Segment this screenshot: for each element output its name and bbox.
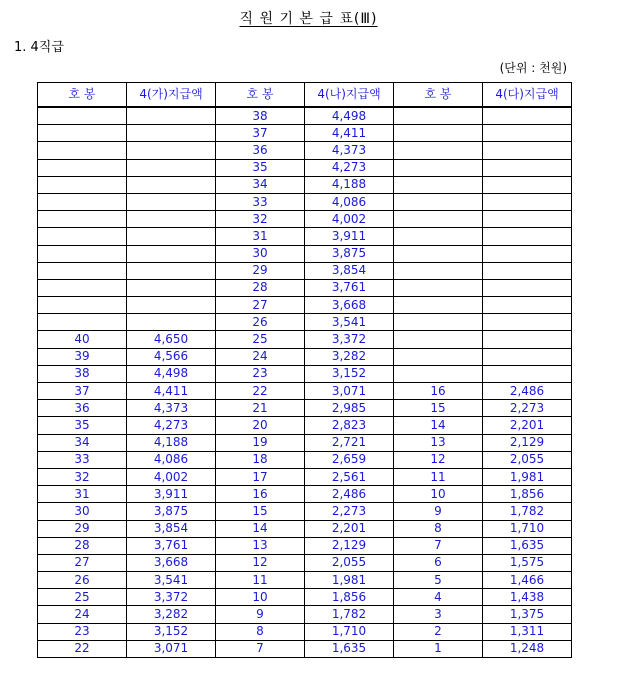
- cell-step-c: [394, 228, 483, 245]
- cell-step-a: [38, 228, 127, 245]
- table-row: [38, 125, 572, 142]
- cell-amount-b: 2,721: [305, 434, 394, 451]
- cell-amount-b: 2,823: [305, 417, 394, 434]
- cell-step-b: 21: [216, 400, 305, 417]
- cell-amount-c: 1,635: [483, 537, 572, 554]
- table-row: [38, 520, 572, 537]
- cell-amount-b: 4,188: [305, 176, 394, 193]
- cell-amount-a: [127, 176, 216, 193]
- document-title: [0, 8, 617, 28]
- cell-amount-c: [483, 142, 572, 159]
- cell-step-a: 37: [38, 383, 127, 400]
- table-row: [38, 331, 572, 348]
- cell-amount-c: [483, 262, 572, 279]
- cell-amount-b: 2,985: [305, 400, 394, 417]
- cell-step-b: 32: [216, 211, 305, 228]
- cell-step-a: 23: [38, 623, 127, 640]
- cell-amount-c: 2,486: [483, 383, 572, 400]
- cell-amount-b: 1,856: [305, 589, 394, 606]
- cell-step-b: 16: [216, 486, 305, 503]
- cell-step-c: 13: [394, 434, 483, 451]
- cell-step-a: 40: [38, 331, 127, 348]
- table-row: [38, 554, 572, 571]
- cell-step-b: 38: [216, 107, 305, 125]
- header-amount-b: 4(나)지급액: [305, 83, 394, 108]
- cell-amount-a: [127, 228, 216, 245]
- cell-step-b: 12: [216, 554, 305, 571]
- cell-step-b: 22: [216, 383, 305, 400]
- cell-step-a: [38, 262, 127, 279]
- cell-amount-a: [127, 297, 216, 314]
- table-row: [38, 107, 572, 125]
- cell-amount-c: [483, 125, 572, 142]
- header-step-b: 호 봉: [216, 83, 305, 108]
- cell-step-a: 25: [38, 589, 127, 606]
- table-row: [38, 451, 572, 468]
- cell-amount-b: 2,659: [305, 451, 394, 468]
- cell-amount-c: [483, 228, 572, 245]
- cell-step-c: [394, 176, 483, 193]
- table-row: [38, 623, 572, 640]
- table-row: [38, 262, 572, 279]
- cell-amount-c: 2,201: [483, 417, 572, 434]
- cell-step-b: 8: [216, 623, 305, 640]
- cell-step-c: 2: [394, 623, 483, 640]
- cell-step-c: [394, 279, 483, 296]
- cell-amount-b: 3,854: [305, 262, 394, 279]
- cell-step-a: [38, 245, 127, 262]
- cell-step-a: 26: [38, 572, 127, 589]
- cell-amount-a: 4,411: [127, 383, 216, 400]
- table-row: [38, 400, 572, 417]
- table-row: [38, 417, 572, 434]
- cell-step-a: 30: [38, 503, 127, 520]
- cell-amount-b: 3,541: [305, 314, 394, 331]
- cell-step-a: 29: [38, 520, 127, 537]
- cell-step-a: 22: [38, 640, 127, 657]
- cell-step-c: [394, 107, 483, 125]
- cell-step-b: 30: [216, 245, 305, 262]
- cell-amount-b: 1,635: [305, 640, 394, 657]
- header-row: [38, 83, 572, 108]
- cell-amount-a: 4,650: [127, 331, 216, 348]
- cell-step-a: 33: [38, 451, 127, 468]
- cell-step-b: 13: [216, 537, 305, 554]
- cell-step-b: 36: [216, 142, 305, 159]
- table-row: [38, 503, 572, 520]
- cell-amount-a: [127, 211, 216, 228]
- cell-step-a: [38, 314, 127, 331]
- cell-step-a: 38: [38, 365, 127, 382]
- cell-amount-a: 3,854: [127, 520, 216, 537]
- cell-amount-c: [483, 107, 572, 125]
- cell-amount-c: [483, 279, 572, 296]
- cell-step-a: 31: [38, 486, 127, 503]
- table-row: [38, 193, 572, 210]
- cell-amount-b: 2,129: [305, 537, 394, 554]
- cell-step-a: [38, 211, 127, 228]
- cell-step-c: [394, 348, 483, 365]
- cell-step-a: 24: [38, 606, 127, 623]
- table-row: [38, 211, 572, 228]
- cell-amount-a: 4,086: [127, 451, 216, 468]
- cell-step-a: [38, 107, 127, 125]
- cell-step-c: [394, 365, 483, 382]
- cell-step-a: 32: [38, 468, 127, 485]
- cell-amount-a: [127, 314, 216, 331]
- cell-step-c: 16: [394, 383, 483, 400]
- cell-step-b: 35: [216, 159, 305, 176]
- cell-step-c: 6: [394, 554, 483, 571]
- cell-step-b: 31: [216, 228, 305, 245]
- cell-amount-b: 3,875: [305, 245, 394, 262]
- cell-amount-c: [483, 331, 572, 348]
- cell-amount-a: 3,282: [127, 606, 216, 623]
- cell-amount-c: 1,710: [483, 520, 572, 537]
- cell-amount-b: 3,761: [305, 279, 394, 296]
- cell-amount-c: 2,273: [483, 400, 572, 417]
- table-row: [38, 640, 572, 657]
- cell-step-a: 36: [38, 400, 127, 417]
- salary-table-body: [38, 107, 572, 658]
- cell-amount-c: 1,311: [483, 623, 572, 640]
- table-row: [38, 159, 572, 176]
- cell-step-c: 15: [394, 400, 483, 417]
- cell-step-b: 10: [216, 589, 305, 606]
- cell-step-c: 11: [394, 468, 483, 485]
- table-row: [38, 606, 572, 623]
- cell-step-b: 17: [216, 468, 305, 485]
- cell-amount-c: [483, 193, 572, 210]
- table-row: [38, 572, 572, 589]
- cell-amount-b: 4,002: [305, 211, 394, 228]
- cell-step-a: [38, 142, 127, 159]
- cell-step-c: [394, 297, 483, 314]
- cell-amount-c: [483, 159, 572, 176]
- cell-step-b: 19: [216, 434, 305, 451]
- cell-step-b: 11: [216, 572, 305, 589]
- cell-amount-b: 1,981: [305, 572, 394, 589]
- cell-amount-b: 3,071: [305, 383, 394, 400]
- cell-step-b: 20: [216, 417, 305, 434]
- cell-amount-a: [127, 245, 216, 262]
- cell-amount-a: [127, 107, 216, 125]
- cell-step-c: [394, 245, 483, 262]
- cell-step-c: [394, 159, 483, 176]
- cell-amount-a: [127, 142, 216, 159]
- cell-amount-a: [127, 125, 216, 142]
- table-row: [38, 365, 572, 382]
- cell-amount-a: 3,911: [127, 486, 216, 503]
- cell-step-a: [38, 297, 127, 314]
- table-row: [38, 486, 572, 503]
- cell-step-a: 35: [38, 417, 127, 434]
- cell-amount-a: 3,668: [127, 554, 216, 571]
- cell-step-b: 9: [216, 606, 305, 623]
- cell-step-b: 18: [216, 451, 305, 468]
- cell-amount-b: 1,710: [305, 623, 394, 640]
- cell-amount-c: 1,466: [483, 572, 572, 589]
- cell-amount-b: 3,911: [305, 228, 394, 245]
- cell-amount-a: 3,541: [127, 572, 216, 589]
- table-row: [38, 297, 572, 314]
- cell-step-b: 24: [216, 348, 305, 365]
- cell-amount-b: 3,668: [305, 297, 394, 314]
- table-row: [38, 468, 572, 485]
- salary-table: [37, 82, 572, 658]
- cell-amount-a: [127, 262, 216, 279]
- cell-amount-c: [483, 245, 572, 262]
- cell-amount-c: 1,438: [483, 589, 572, 606]
- cell-amount-a: 4,498: [127, 365, 216, 382]
- cell-amount-a: [127, 193, 216, 210]
- cell-amount-a: 3,152: [127, 623, 216, 640]
- cell-amount-b: 2,273: [305, 503, 394, 520]
- table-row: [38, 176, 572, 193]
- cell-amount-b: 4,273: [305, 159, 394, 176]
- cell-step-a: 28: [38, 537, 127, 554]
- cell-amount-c: [483, 365, 572, 382]
- cell-amount-c: 1,981: [483, 468, 572, 485]
- cell-amount-c: [483, 314, 572, 331]
- cell-amount-c: [483, 211, 572, 228]
- cell-amount-c: 1,575: [483, 554, 572, 571]
- table-row: [38, 537, 572, 554]
- cell-step-a: [38, 193, 127, 210]
- cell-amount-b: 2,055: [305, 554, 394, 571]
- cell-amount-a: [127, 279, 216, 296]
- cell-amount-a: 4,566: [127, 348, 216, 365]
- cell-amount-a: 3,372: [127, 589, 216, 606]
- cell-step-c: 3: [394, 606, 483, 623]
- cell-amount-a: 4,373: [127, 400, 216, 417]
- cell-amount-b: 3,372: [305, 331, 394, 348]
- table-row: [38, 589, 572, 606]
- cell-amount-c: 1,856: [483, 486, 572, 503]
- table-row: [38, 434, 572, 451]
- cell-step-c: 10: [394, 486, 483, 503]
- cell-step-b: 26: [216, 314, 305, 331]
- cell-amount-a: 4,273: [127, 417, 216, 434]
- cell-amount-b: 4,086: [305, 193, 394, 210]
- cell-amount-b: 1,782: [305, 606, 394, 623]
- cell-step-c: [394, 193, 483, 210]
- cell-amount-b: 2,561: [305, 468, 394, 485]
- cell-amount-c: [483, 348, 572, 365]
- header-step-a: 호 봉: [38, 83, 127, 108]
- cell-amount-a: 3,071: [127, 640, 216, 657]
- cell-step-b: 23: [216, 365, 305, 382]
- cell-step-c: 12: [394, 451, 483, 468]
- cell-amount-b: 4,373: [305, 142, 394, 159]
- header-amount-a: 4(가)지급액: [127, 83, 216, 108]
- cell-step-a: [38, 176, 127, 193]
- table-row: [38, 142, 572, 159]
- table-row: [38, 245, 572, 262]
- document-title-text: 직 원 기 본 급 표(Ⅲ): [239, 11, 378, 27]
- cell-step-b: 34: [216, 176, 305, 193]
- cell-amount-a: 4,002: [127, 468, 216, 485]
- section-title: 1. 4직급: [14, 40, 64, 55]
- cell-amount-a: 4,188: [127, 434, 216, 451]
- table-row: [38, 228, 572, 245]
- cell-step-a: 34: [38, 434, 127, 451]
- cell-step-b: 28: [216, 279, 305, 296]
- cell-step-a: 39: [38, 348, 127, 365]
- cell-step-b: 29: [216, 262, 305, 279]
- cell-step-a: 27: [38, 554, 127, 571]
- cell-step-b: 25: [216, 331, 305, 348]
- salary-table-header: [38, 83, 572, 108]
- cell-amount-c: [483, 176, 572, 193]
- header-amount-c: 4(다)지급액: [483, 83, 572, 108]
- header-step-c: 호 봉: [394, 83, 483, 108]
- cell-amount-c: 1,782: [483, 503, 572, 520]
- table-row: [38, 314, 572, 331]
- cell-step-c: 9: [394, 503, 483, 520]
- cell-step-b: 37: [216, 125, 305, 142]
- unit-label: (단위 : 천원): [499, 61, 567, 75]
- cell-amount-a: [127, 159, 216, 176]
- cell-step-c: [394, 211, 483, 228]
- cell-amount-c: 2,055: [483, 451, 572, 468]
- cell-amount-b: 2,486: [305, 486, 394, 503]
- cell-step-b: 15: [216, 503, 305, 520]
- cell-amount-a: 3,875: [127, 503, 216, 520]
- table-row: [38, 383, 572, 400]
- cell-amount-c: 1,375: [483, 606, 572, 623]
- cell-step-b: 14: [216, 520, 305, 537]
- cell-amount-b: 4,411: [305, 125, 394, 142]
- cell-amount-b: 3,152: [305, 365, 394, 382]
- cell-step-a: [38, 279, 127, 296]
- cell-amount-c: 2,129: [483, 434, 572, 451]
- cell-step-b: 33: [216, 193, 305, 210]
- cell-step-c: 4: [394, 589, 483, 606]
- cell-step-c: [394, 314, 483, 331]
- cell-amount-c: 1,248: [483, 640, 572, 657]
- cell-amount-b: 2,201: [305, 520, 394, 537]
- cell-step-c: 14: [394, 417, 483, 434]
- cell-step-a: [38, 125, 127, 142]
- cell-step-c: 7: [394, 537, 483, 554]
- cell-amount-c: [483, 297, 572, 314]
- cell-step-c: [394, 125, 483, 142]
- cell-step-b: 7: [216, 640, 305, 657]
- cell-step-b: 27: [216, 297, 305, 314]
- cell-step-c: [394, 142, 483, 159]
- table-row: [38, 279, 572, 296]
- cell-amount-b: 4,498: [305, 107, 394, 125]
- cell-amount-b: 3,282: [305, 348, 394, 365]
- cell-step-c: 1: [394, 640, 483, 657]
- cell-amount-a: 3,761: [127, 537, 216, 554]
- cell-step-c: 8: [394, 520, 483, 537]
- cell-step-c: [394, 331, 483, 348]
- cell-step-c: [394, 262, 483, 279]
- table-row: [38, 348, 572, 365]
- cell-step-a: [38, 159, 127, 176]
- cell-step-c: 5: [394, 572, 483, 589]
